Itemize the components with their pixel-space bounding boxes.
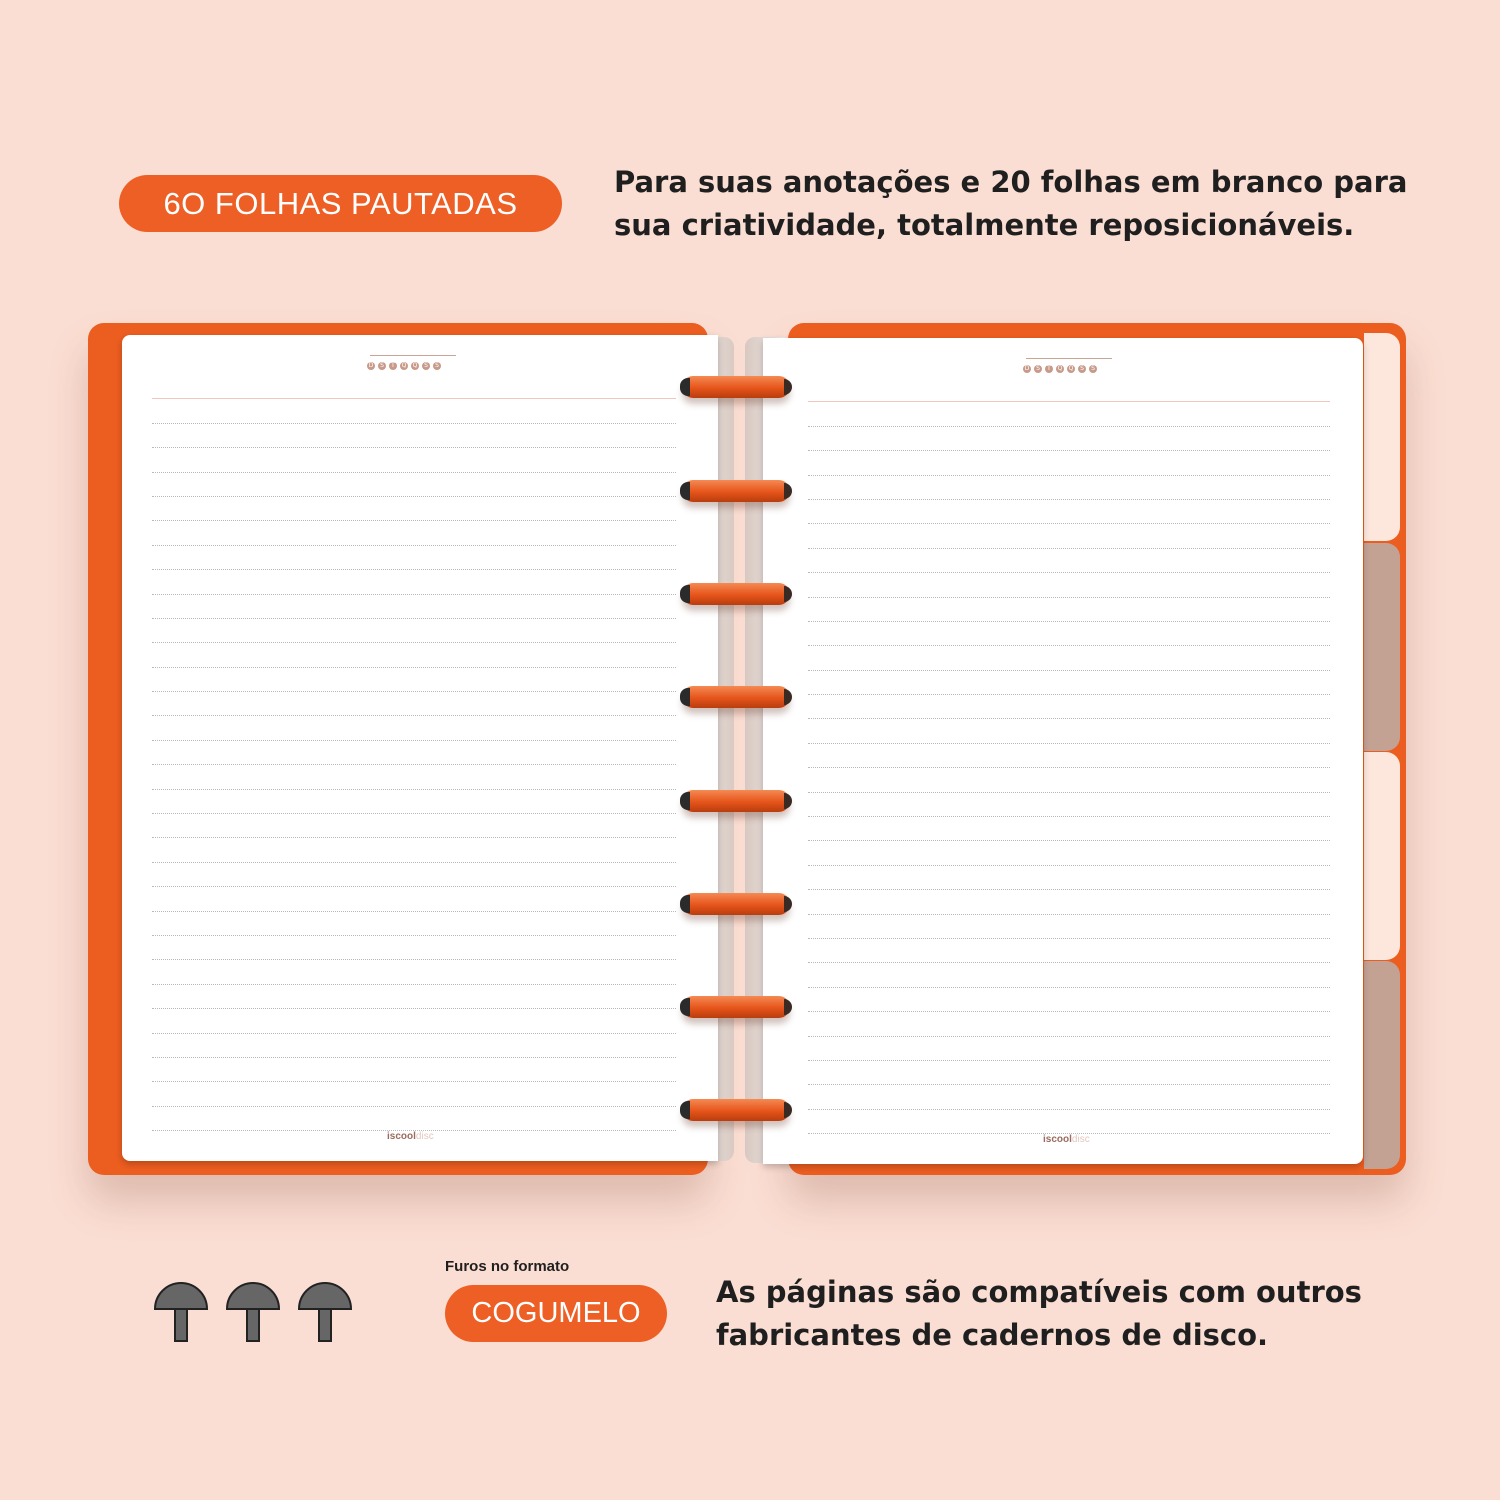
ruled-line (152, 838, 676, 862)
ruled-line (152, 1058, 676, 1082)
ruled-line (152, 765, 676, 789)
divider-tab[interactable] (1364, 333, 1400, 541)
ruled-line (808, 549, 1330, 573)
ruled-line (808, 915, 1330, 939)
ruled-line (808, 841, 1330, 865)
weekday-dot[interactable]: Q (412, 362, 418, 369)
footer-description: As páginas são compatíveis com outros fabricantes de cadernos de disco. (716, 1275, 1362, 1352)
binding-ring (682, 583, 790, 605)
ruled-line (152, 741, 676, 765)
ruled-line (808, 500, 1330, 524)
ruled-line (808, 476, 1330, 500)
right-ruled-page[interactable] (763, 338, 1363, 1164)
ruled-line (152, 863, 676, 887)
ruled-line (808, 768, 1330, 792)
ruled-line (152, 716, 676, 740)
weekday-dot[interactable]: D (368, 362, 374, 369)
ruled-line (152, 619, 676, 643)
weekday-dot[interactable]: T (1045, 365, 1053, 373)
ruled-line (808, 671, 1330, 695)
weekday-dot[interactable]: S (1089, 365, 1097, 373)
divider-tab[interactable] (1364, 543, 1400, 751)
ruled-line (808, 1110, 1330, 1134)
weekday-dot[interactable]: S (1078, 365, 1086, 373)
ruled-line (152, 595, 676, 619)
left-ruled-page[interactable] (122, 335, 718, 1161)
divider-tab[interactable] (1364, 961, 1400, 1169)
weekday-dot[interactable]: Q (1068, 365, 1074, 372)
ruled-line (152, 668, 676, 692)
ruled-line (808, 451, 1330, 475)
binding-ring (682, 376, 790, 398)
mushroom-hole-icon (297, 1275, 353, 1343)
ruled-line (808, 744, 1330, 768)
ruled-line (808, 573, 1330, 597)
ruled-line (152, 912, 676, 936)
ruled-line (808, 402, 1330, 426)
weekday-dot[interactable]: S (378, 362, 386, 370)
weekday-dot[interactable]: S (1034, 365, 1042, 373)
binding-ring (682, 480, 790, 502)
ruled-line (808, 866, 1330, 890)
ruled-line (152, 643, 676, 667)
weekday-dot[interactable]: S (422, 362, 430, 370)
ruled-line (152, 814, 676, 838)
ruled-line (152, 1107, 676, 1131)
ruled-line (152, 985, 676, 1009)
brand-logo: iscooldisc (387, 1131, 434, 1142)
ruled-line (152, 546, 676, 570)
ruled-sheets-badge: 6O FOLHAS PAUTADAS (119, 175, 562, 232)
ruled-line (808, 988, 1330, 1012)
weekday-dot[interactable]: Q (401, 362, 407, 369)
ruled-line (808, 378, 1330, 402)
ruled-line (808, 1012, 1330, 1036)
ruled-line (152, 960, 676, 984)
ruled-line (152, 1009, 676, 1033)
weekday-dot[interactable]: T (389, 362, 397, 370)
header-description: Para suas anotações e 20 folhas em branco para sua criatividade, totalmente reposicionáveis. (614, 165, 1408, 242)
ruled-line (808, 963, 1330, 987)
ruled-line (152, 936, 676, 960)
ruled-line (808, 695, 1330, 719)
weekday-dot[interactable]: Q (1057, 365, 1063, 372)
ruled-line (152, 375, 676, 399)
weekday-row (367, 362, 441, 370)
ruled-line (152, 424, 676, 448)
ruled-line (808, 719, 1330, 743)
ruled-line (152, 1082, 676, 1106)
ruled-line (808, 622, 1330, 646)
ruled-lines (808, 378, 1330, 1134)
ruled-line (808, 939, 1330, 963)
ruled-line (808, 598, 1330, 622)
binding-ring (682, 996, 790, 1018)
binding-ring (682, 790, 790, 812)
ruled-line (808, 646, 1330, 670)
ruled-line (808, 524, 1330, 548)
ruled-line (808, 427, 1330, 451)
weekday-row (1023, 365, 1097, 373)
weekday-dot[interactable]: S (433, 362, 441, 370)
ruled-line (152, 448, 676, 472)
header-ornament (370, 355, 456, 356)
brand-logo: iscooldisc (1043, 1134, 1090, 1145)
mushroom-hole-icon (225, 1275, 281, 1343)
ruled-line (808, 1061, 1330, 1085)
ruled-line (152, 1034, 676, 1058)
ruled-line (808, 1085, 1330, 1109)
ruled-line (808, 1037, 1330, 1061)
header-ornament (1026, 358, 1112, 359)
binding-ring (682, 1099, 790, 1121)
ruled-line (152, 521, 676, 545)
ruled-line (152, 399, 676, 423)
binding-ring (682, 893, 790, 915)
divider-tab[interactable] (1364, 752, 1400, 960)
ruled-line (152, 473, 676, 497)
ruled-line (152, 692, 676, 716)
weekday-dot[interactable]: D (1024, 365, 1030, 372)
ruled-line (152, 887, 676, 911)
ruled-line (152, 570, 676, 594)
binding-ring (682, 686, 790, 708)
ruled-line (152, 790, 676, 814)
ruled-line (808, 793, 1330, 817)
ruled-line (808, 890, 1330, 914)
format-label: Furos no formato (445, 1258, 570, 1275)
ruled-lines (152, 375, 676, 1131)
mushroom-format-badge: COGUMELO (445, 1285, 667, 1342)
ruled-line (152, 497, 676, 521)
ruled-line (808, 817, 1330, 841)
mushroom-hole-icon (153, 1275, 209, 1343)
